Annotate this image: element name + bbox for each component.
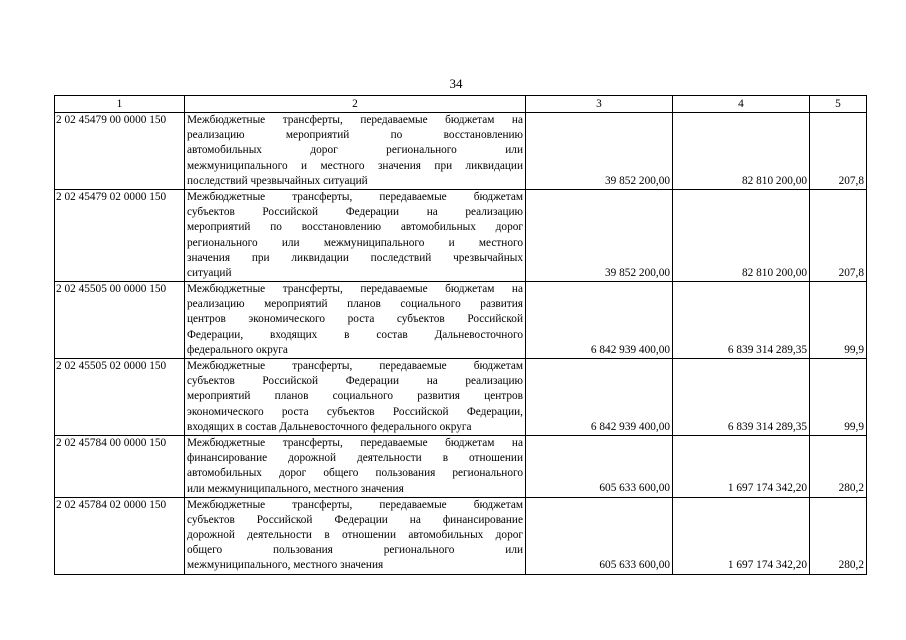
budget-code: 2 02 45784 00 0000 150 [55,435,185,497]
description-line: дорожной деятельности в отношении автомобильных дорог [187,529,523,542]
description-cell [185,189,526,281]
description-line: мероприятий планов социального развития центров [187,390,523,403]
description-line: общего пользования регионального или [187,544,523,557]
header-col-5: 5 [810,96,867,113]
budget-code: 2 02 45505 00 0000 150 [55,282,185,359]
budget-table [54,95,867,575]
description-line: Межбюджетные трансферты, передаваемые бюджетам [187,360,523,372]
fact-amount: 6 839 314 289,35 [673,359,810,436]
description-line: межмуниципального и местного значения при ликвидации [187,159,523,172]
table-row [55,359,867,436]
description-line: реализацию мероприятий планов социального развития [187,298,523,311]
page-number: 34 [449,76,463,91]
fact-amount: 6 839 314 289,35 [673,282,810,359]
description-line: автомобильных дорог регионального или [187,144,523,157]
budget-code: 2 02 45479 02 0000 150 [55,189,185,281]
execution-percent: 280,2 [810,497,867,574]
table-row [55,497,867,574]
description-line: входящих в состав Дальневосточного федерального округа [187,420,472,433]
plan-amount: 6 842 939 400,00 [526,359,673,436]
description-line: Межбюджетные трансферты, передаваемые бюджетам [187,498,523,511]
budget-code: 2 02 45479 00 0000 150 [55,113,185,190]
header-col-1: 1 [55,96,185,113]
execution-percent: 280,2 [810,435,867,497]
description-line: Межбюджетные трансферты, передаваемые бюджетам на [187,436,523,449]
description-cell [185,282,526,359]
description-line: Межбюджетные трансферты, передаваемые бюджетам на [187,114,523,126]
budget-code: 2 02 45784 02 0000 150 [55,497,185,574]
table-body [55,113,867,575]
description-line: автомобильных дорог общего пользования регионального [187,467,523,480]
table-row [55,282,867,359]
execution-percent: 99,9 [810,282,867,359]
plan-amount: 39 852 200,00 [526,113,673,190]
description-cell [185,435,526,497]
header-row [55,96,867,113]
fact-amount: 1 697 174 342,20 [673,497,810,574]
description-line: Межбюджетные трансферты, передаваемые бюджетам [187,190,523,203]
table-row [55,189,867,281]
description-line: ситуаций [187,266,232,279]
description-line: Межбюджетные трансферты, передаваемые бюджетам на [187,283,523,296]
plan-amount: 39 852 200,00 [526,189,673,281]
description-line: субъектов Российской Федерации на реализацию [187,375,523,388]
description-line: межмуниципального, местного значения [187,559,384,572]
description-line: регионального или межмуниципального и местного [187,236,523,249]
description-cell [185,113,526,190]
description-line: реализацию мероприятий по восстановлению [187,129,523,142]
execution-percent: 99,9 [810,359,867,436]
description-line: последствий чрезвычайных ситуаций [187,174,368,187]
description-line: значения при ликвидации последствий чрезвычайных [187,251,523,264]
description-cell [185,497,526,574]
description-line: экономического роста субъектов Российской Федерации, [187,405,523,418]
header-col-3: 3 [526,96,673,113]
plan-amount: 6 842 939 400,00 [526,282,673,359]
budget-code: 2 02 45505 02 0000 150 [55,359,185,436]
plan-amount: 605 633 600,00 [526,497,673,574]
description-line: центров экономического роста субъектов Российской [187,313,523,326]
description-line: Федерации, входящих в состав Дальневосточного [187,328,523,341]
execution-percent: 207,8 [810,113,867,190]
execution-percent: 207,8 [810,189,867,281]
description-cell [185,359,526,436]
description-line: или межмуниципального, местного значения [187,482,404,495]
description-line: субъектов Российской Федерации на финансирование [187,513,523,526]
fact-amount: 82 810 200,00 [673,113,810,190]
plan-amount: 605 633 600,00 [526,435,673,497]
description-line: финансирование дорожной деятельности в отношении [187,452,523,465]
table-row [55,435,867,497]
header-col-2: 2 [185,96,526,113]
description-line: федерального округа [187,343,288,356]
fact-amount: 82 810 200,00 [673,189,810,281]
fact-amount: 1 697 174 342,20 [673,435,810,497]
header-col-4: 4 [673,96,810,113]
description-line: мероприятий по восстановлению автомобильных дорог [187,221,523,234]
description-line: субъектов Российской Федерации на реализацию [187,206,523,219]
table-row [55,113,867,190]
